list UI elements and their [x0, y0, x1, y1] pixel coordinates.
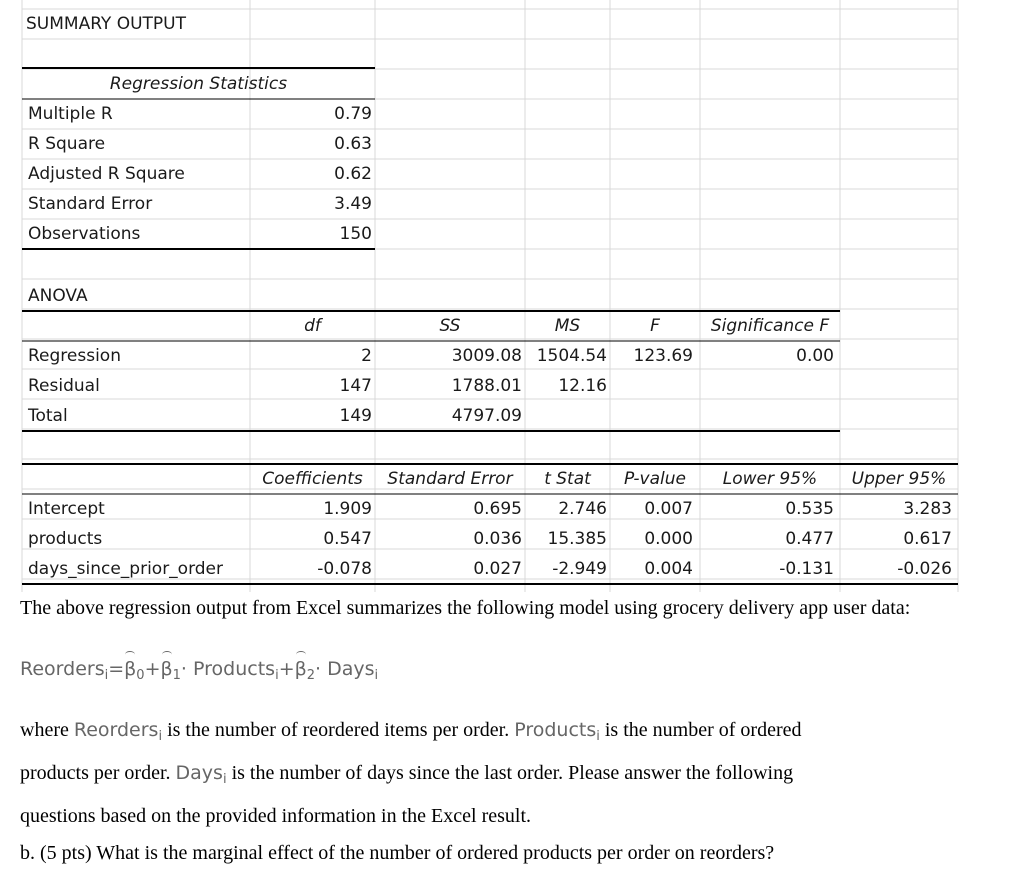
- reorders-description: is the number of reordered items per order.: [167, 719, 510, 741]
- eq-beta0-hat: β: [124, 654, 136, 684]
- eq-plus-2: +: [278, 658, 295, 680]
- def-days: Days: [175, 762, 223, 784]
- stat-label-multiple-r: Multiple R: [28, 104, 113, 124]
- coef-header-coefficients: Coefficients: [262, 469, 363, 489]
- eq-equals: =: [108, 658, 125, 680]
- coef-row-label-intercept: Intercept: [28, 499, 105, 519]
- coef-intercept-standard-error: 0.695: [473, 499, 522, 519]
- coef-days-p-value: 0.004: [644, 559, 693, 579]
- anova-header-ms: MS: [554, 316, 581, 336]
- coef-products-t-stat: 15.385: [547, 529, 607, 549]
- model-equation: [20, 654, 1010, 687]
- anova-regression-ss: 3009.08: [451, 346, 522, 366]
- days-description: is the number of days since the last order. Please answer the following: [231, 762, 794, 784]
- def-reorders: Reorders: [73, 719, 159, 741]
- eq-beta1-hat: β: [161, 654, 173, 684]
- anova-total-ss: 4797.09: [451, 406, 522, 426]
- coef-intercept-upper-95: 3.283: [903, 499, 952, 519]
- questions-instruction: questions based on the provided information in the Excel result.: [20, 805, 531, 827]
- anova-row-label-residual: Residual: [28, 376, 100, 396]
- stat-value-standard-error: 3.49: [334, 194, 372, 214]
- intro-paragraph: The above regression output from Excel summarizes the following model using grocery delivery app user data:: [20, 597, 911, 619]
- anova-regression-f: 123.69: [633, 346, 693, 366]
- def-reorders-sub: i: [158, 729, 163, 744]
- stat-value-adjusted-r-square: 0.62: [334, 164, 372, 184]
- products-description: is the number of ordered: [604, 719, 802, 741]
- anova-residual-ms: 12.16: [558, 376, 607, 396]
- coef-products-lower-95: 0.477: [785, 529, 834, 549]
- coef-intercept-lower-95: 0.535: [785, 499, 834, 519]
- coef-products-upper-95: 0.617: [903, 529, 952, 549]
- coef-products-standard-error: 0.036: [473, 529, 522, 549]
- eq-reorders: Reorders: [20, 658, 105, 680]
- stat-label-adjusted-r-square: Adjusted R Square: [28, 164, 185, 184]
- def-products: Products: [514, 719, 597, 741]
- anova-row-label-total: Total: [28, 406, 68, 426]
- coef-days-standard-error: 0.027: [473, 559, 522, 579]
- stat-value-observations: 150: [339, 224, 372, 244]
- stat-value-r-square: 0.63: [334, 134, 372, 154]
- stat-label-observations: Observations: [28, 224, 141, 244]
- coef-header-lower-95: Lower 95%: [722, 469, 818, 489]
- eq-dot-1: ·: [180, 658, 187, 680]
- anova-total-df: 149: [339, 406, 372, 426]
- anova-residual-ss: 1788.01: [451, 376, 522, 396]
- anova-title: ANOVA: [28, 286, 88, 306]
- coef-days-lower-95: -0.131: [779, 559, 834, 579]
- coef-intercept-p-value: 0.007: [644, 499, 693, 519]
- eq-days-sub-i: i: [374, 668, 379, 683]
- question-b: b. (5 pts) What is the marginal effect of the number of ordered products per order on reorders?: [20, 842, 775, 864]
- anova-header-f: F: [650, 316, 660, 336]
- coef-header-t-stat: t Stat: [544, 469, 591, 489]
- coef-intercept-coefficient: 1.909: [323, 499, 372, 519]
- coef-products-p-value: 0.000: [644, 529, 693, 549]
- anova-regression-significance-f: 0.00: [796, 346, 834, 366]
- eq-sub-1: 1: [172, 668, 181, 683]
- stat-label-r-square: R Square: [28, 134, 106, 154]
- definitions-paragraph: [20, 710, 1010, 836]
- coef-header-upper-95: Upper 95%: [851, 469, 947, 489]
- regression-statistics-header: Regression Statistics: [109, 74, 288, 94]
- eq-sub-2: 2: [306, 668, 316, 683]
- products-description-cont: products per order.: [20, 762, 171, 784]
- coef-row-label-days: days_since_prior_order: [28, 559, 224, 579]
- eq-beta2-hat: β: [295, 654, 307, 684]
- coef-header-p-value: P-value: [624, 469, 686, 489]
- coef-days-upper-95: -0.026: [897, 559, 952, 579]
- anova-regression-ms: 1504.54: [536, 346, 607, 366]
- eq-sub-0: 0: [136, 668, 145, 683]
- stat-label-standard-error: Standard Error: [28, 194, 153, 214]
- eq-dot-2: ·: [315, 658, 322, 680]
- def-products-sub: i: [596, 729, 600, 744]
- anova-regression-df: 2: [361, 346, 372, 366]
- eq-products-sub-i: i: [275, 668, 279, 683]
- anova-row-label-regression: Regression: [28, 346, 121, 366]
- eq-days: Days: [327, 658, 375, 680]
- coef-products-coefficient: 0.547: [323, 529, 372, 549]
- eq-plus-1: +: [144, 658, 161, 680]
- def-days-sub: i: [222, 772, 227, 787]
- eq-sub-i: i: [104, 668, 109, 683]
- anova-residual-df: 147: [339, 376, 372, 396]
- stat-value-multiple-r: 0.79: [334, 104, 372, 124]
- coef-intercept-t-stat: 2.746: [558, 499, 607, 519]
- coef-header-standard-error: Standard Error: [387, 469, 513, 489]
- where-word: where: [20, 719, 69, 741]
- eq-products: Products: [193, 658, 276, 680]
- coef-days-coefficient: -0.078: [317, 559, 372, 579]
- equation: [20, 658, 379, 683]
- coef-row-label-products: products: [28, 529, 103, 549]
- anova-header-significance-f: Significance F: [710, 316, 830, 336]
- anova-header-df: df: [304, 316, 321, 336]
- anova-header-ss: SS: [439, 316, 461, 336]
- summary-title: SUMMARY OUTPUT: [26, 14, 186, 34]
- coef-days-t-stat: -2.949: [552, 559, 607, 579]
